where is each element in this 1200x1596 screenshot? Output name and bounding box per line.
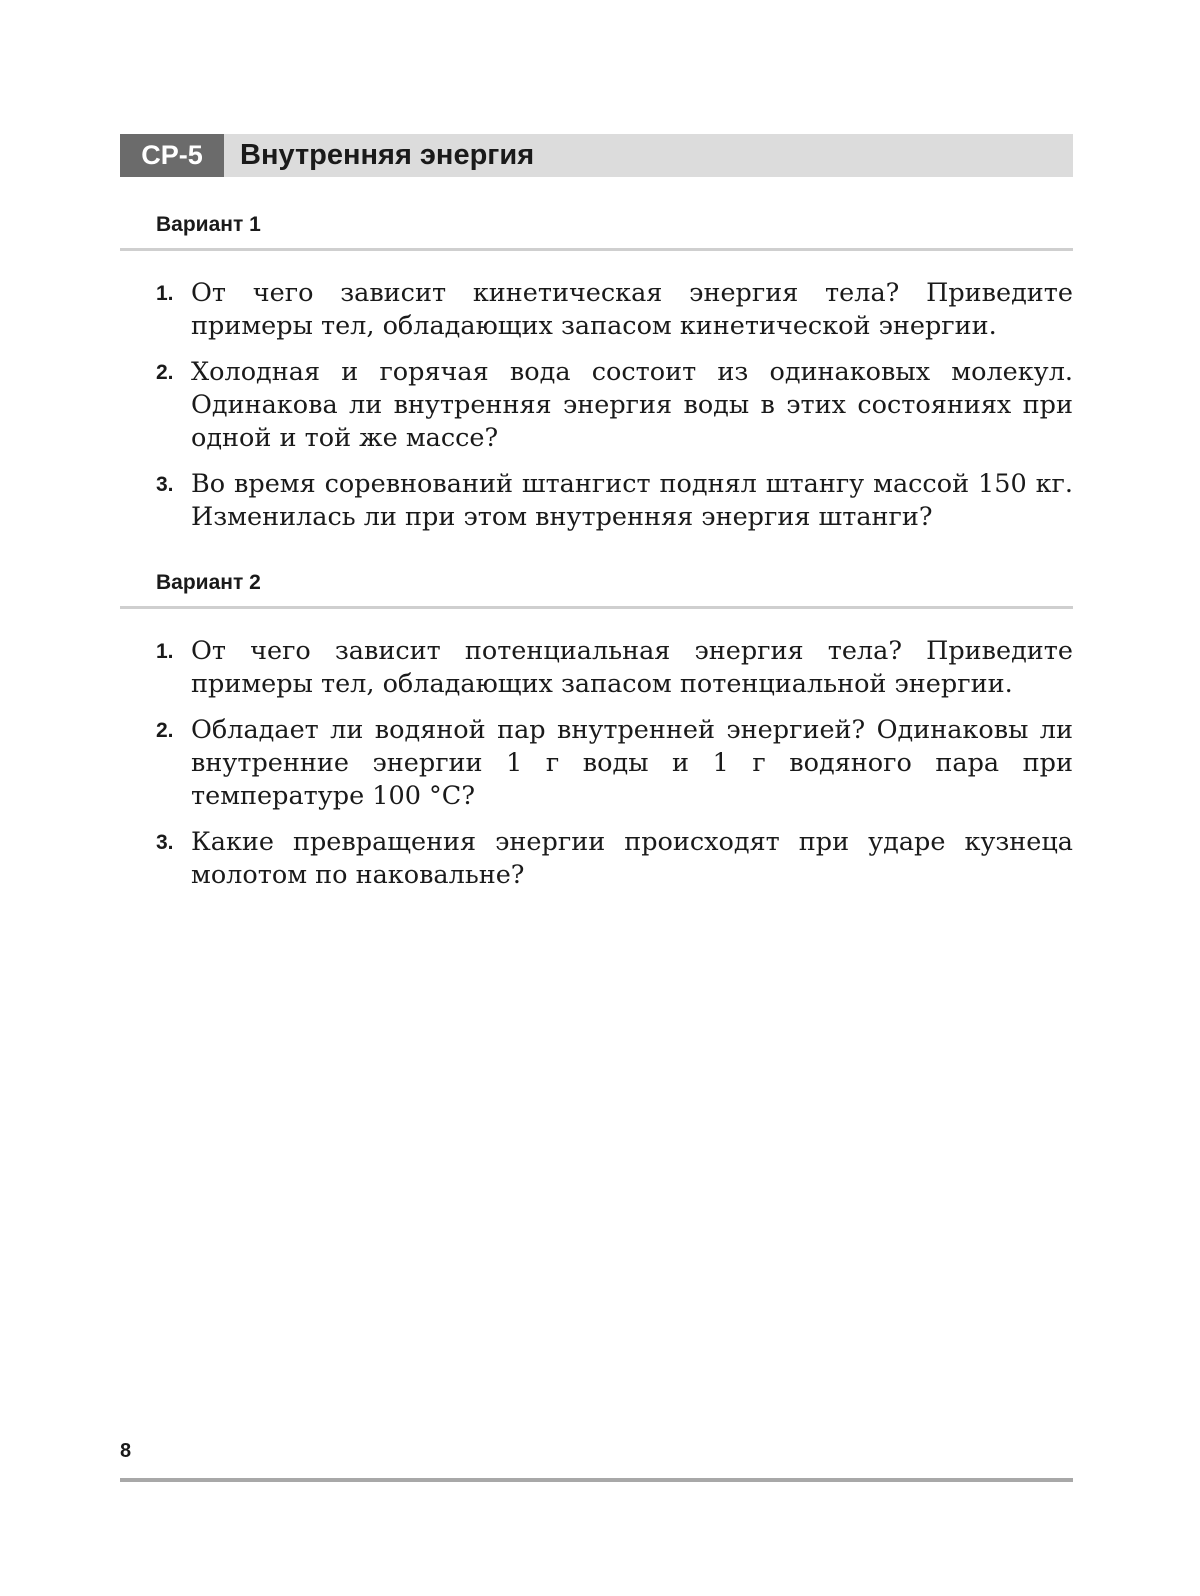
question-text: Во время соревнований штангист поднял штангу массой 150 кг. Изменилась ли при этом внутренняя энергия штанги? [191, 469, 1073, 532]
variant-2-divider [120, 606, 1073, 609]
variant-1-title: Вариант 1 [156, 213, 261, 236]
footer-divider [120, 1478, 1073, 1482]
question-text: Холодная и горячая вода состоит из одинаковых молекул. Одинакова ли внутренняя энергия воды в этих состояниях при одной и той же массе? [191, 357, 1073, 453]
question-number: 1. [156, 282, 174, 305]
question-number: 2. [156, 361, 174, 384]
question-number: 3. [156, 831, 174, 854]
variant-2-questions [156, 635, 1073, 905]
section-title: Внутренняя энергия [240, 139, 535, 171]
question-item [156, 356, 1073, 455]
question-item [156, 714, 1073, 813]
question-text: От чего зависит потенциальная энергия тела? Приведите примеры тел, обладающих запасом потенциальной энергии. [191, 636, 1073, 699]
question-item [156, 826, 1073, 892]
question-number: 2. [156, 719, 174, 742]
variant-2-title: Вариант 2 [156, 571, 261, 594]
question-text: От чего зависит кинетическая энергия тела? Приведите примеры тел, обладающих запасом кинетической энергии. [191, 278, 1073, 341]
question-item [156, 277, 1073, 343]
section-code-badge: СР-5 [120, 134, 224, 177]
section-header [120, 134, 1073, 177]
page-number: 8 [120, 1440, 132, 1462]
question-text: Какие превращения энергии происходят при ударе кузнеца молотом по наковальне? [191, 827, 1073, 890]
question-text: Обладает ли водяной пар внутренней энергией? Одинаковы ли внутренние энергии 1 г воды и 1 г водяного пара при температуре 100 °C? [191, 715, 1073, 811]
variant-1-questions [156, 277, 1073, 547]
question-item [156, 468, 1073, 534]
variant-1-divider [120, 248, 1073, 251]
question-number: 1. [156, 640, 174, 663]
question-item [156, 635, 1073, 701]
question-number: 3. [156, 473, 174, 496]
